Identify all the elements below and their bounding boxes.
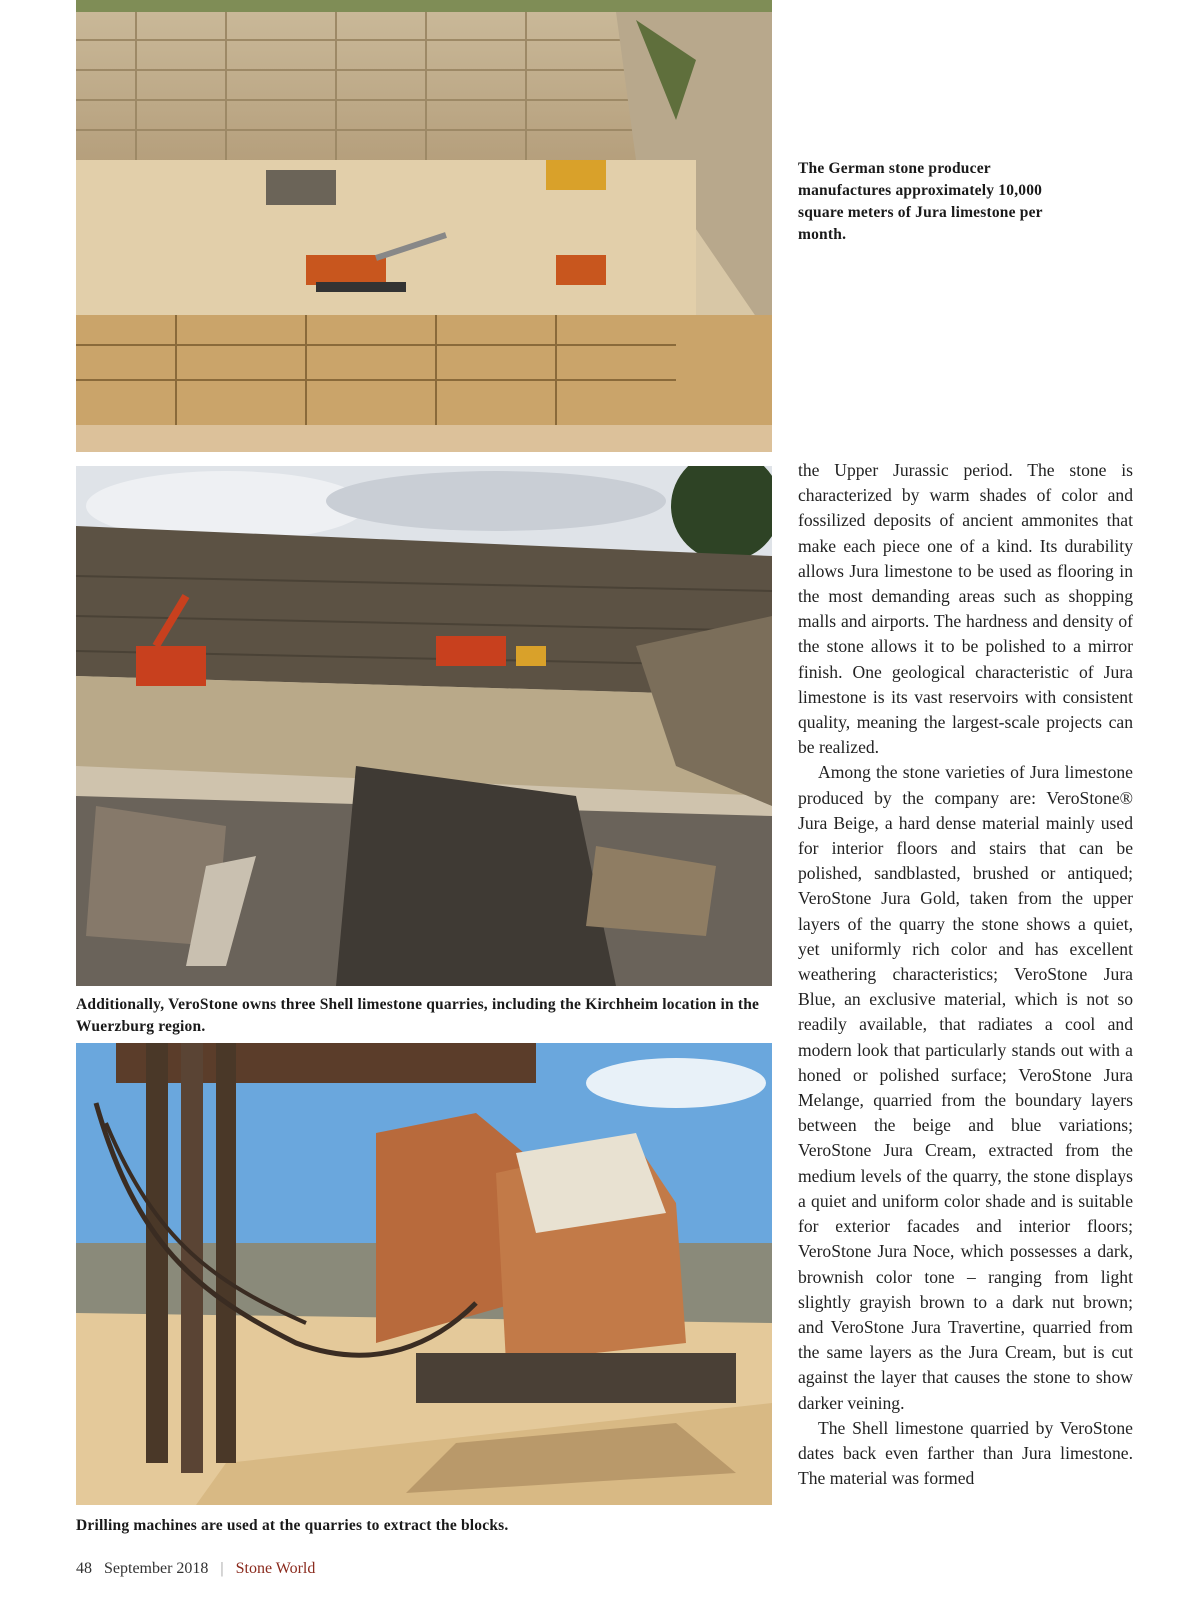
caption-middle: Additionally, VeroStone owns three Shell limestone quarries, including the Kirchheim location in the Wuerzburg region. (76, 996, 760, 1035)
footer-separator: | (220, 1560, 224, 1577)
shell-limestone-quarry-photo (76, 466, 772, 986)
publication-name: Stone World (235, 1560, 316, 1577)
caption-bottom: Drilling machines are used at the quarries to extract the blocks. (76, 1517, 509, 1534)
body-paragraph-2: Among the stone varieties of Jura limestone produced by the company are: VeroStone® Jura Beige, a hard dense material mainly used for interior floors and stairs that can be polished, sandblasted, brushed or antiqued; VeroStone Jura Gold, taken from the upper layers of the quarry the stone shows a quiet, yet uniformly rich color and has excellent weathering characteristics; VeroStone Jura Blue, an exclusive material, which is not so readily available, that radiates a cool and modern look that particularly stands out with a honed or polished surface; VeroStone Jura Melange, quarried from the boundary layers between the beige and blue variations; VeroStone Jura Cream, extracted from the medium levels of the quarry, the stone displays a quiet and uniform color shade and is suitable for exterior facades and interior floors; VeroStone Jura Noce, which possesses a dark, brownish color tone – ranging from light slightly grayish brown to a dark nut brown; and VeroStone Jura Travertine, quarried from the same layers as the Jura Cream, but is cut against the layer that causes the stone to show darker veining. (798, 762, 1133, 1413)
page-number: 48 (76, 1560, 92, 1577)
quarry-excavators-photo (76, 0, 772, 452)
body-paragraph-3: The Shell limestone quarried by VeroStone dates back even farther than Jura limestone. The material was formed (798, 1417, 1133, 1489)
article-body (798, 458, 1133, 1491)
drilling-machine-photo (76, 1043, 772, 1505)
issue-date: September 2018 (104, 1560, 209, 1577)
caption-top: The German stone producer manufactures approximately 10,000 square meters of Jura limestone per month. (798, 160, 1043, 243)
page-footer (76, 1560, 315, 1578)
body-paragraph-1: the Upper Jurassic period. The stone is characterized by warm shades of color and fossilized deposits of ancient ammonites that make each piece one of a kind. Its durability allows Jura limestone to be used as flooring in the most demanding areas such as shopping malls and airports. The hardness and density of the stone allows it to be polished to a mirror finish. One geological characteristic of Jura limestone is its vast reservoirs with consistent quality, meaning the largest-scale projects can be realized. (798, 460, 1133, 758)
